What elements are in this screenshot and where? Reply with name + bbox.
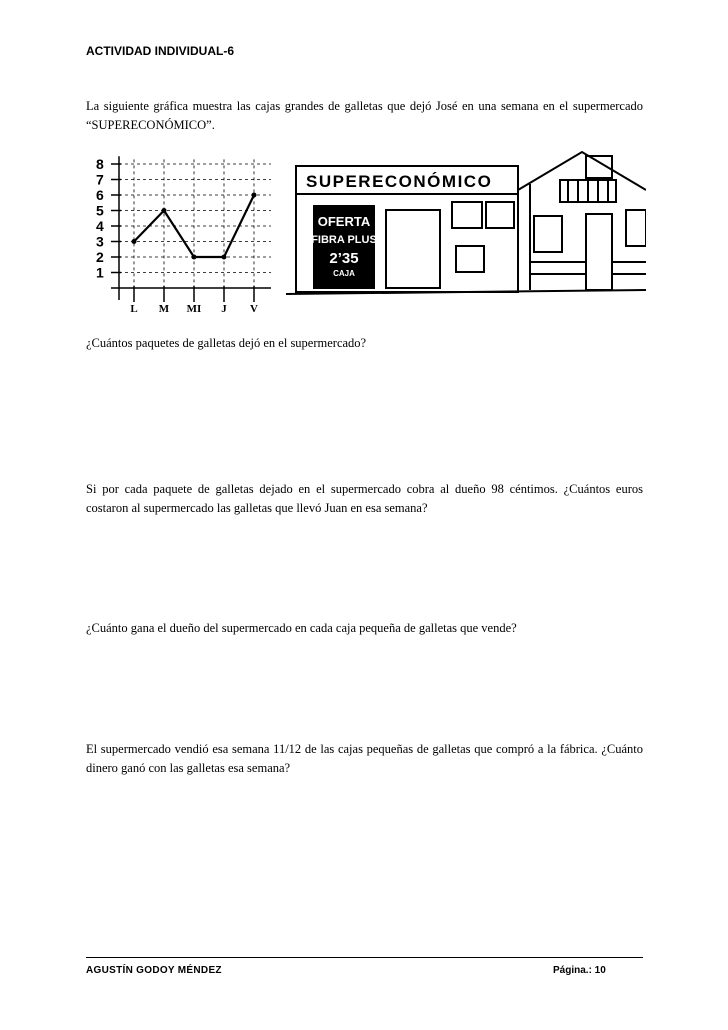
offer-unit: CAJA <box>333 269 355 278</box>
x-tick-label: V <box>250 303 258 315</box>
y-tick-label: 4 <box>96 218 104 234</box>
price-tag-2 <box>486 202 514 228</box>
house-door <box>586 214 612 290</box>
offer-line-2: FIBRA PLUS <box>311 234 377 246</box>
y-tick-label: 7 <box>96 171 104 188</box>
chart-and-store-figure <box>86 150 646 320</box>
y-tick-label: 5 <box>96 202 104 219</box>
footer-author: AGUSTÍN GODOY MÉNDEZ <box>86 965 222 976</box>
data-point <box>132 239 137 244</box>
page-header-title: ACTIVIDAD INDIVIDUAL-6 <box>86 44 235 58</box>
store-sign: SUPERECONÓMICO <box>306 172 493 191</box>
data-point <box>162 208 167 213</box>
y-tick-label: 3 <box>96 233 104 250</box>
x-tick-label: J <box>221 303 227 315</box>
price-tag-3 <box>456 246 484 272</box>
question-2: Si por cada paquete de galletas dejado en el supermercado cobra al dueño 98 céntimos. ¿Cuántos euros costaron al supermercado las galletas que llevó Juan en esa semana? <box>86 482 643 515</box>
question-4: El supermercado vendió esa semana 11/12 de las cajas pequeñas de galletas que compró a la fábrica. ¿Cuánto dinero ganó con las galletas esa semana? <box>86 742 643 775</box>
data-point <box>222 255 227 260</box>
figure-svg <box>86 150 646 320</box>
x-tick-label: L <box>130 303 138 315</box>
y-tick-label: 8 <box>96 156 104 172</box>
footer-page-number: Página.: 10 <box>553 965 606 976</box>
house-roof <box>518 152 646 190</box>
y-tick-label: 2 <box>96 249 104 265</box>
data-point <box>192 255 197 260</box>
question-3: ¿Cuánto gana el dueño del supermercado en cada caja pequeña de galletas que vende? <box>86 621 517 635</box>
line-chart <box>96 156 271 315</box>
x-tick-label: MI <box>186 303 202 315</box>
y-tick-label: 6 <box>96 187 104 203</box>
intro-paragraph: La siguiente gráfica muestra las cajas grandes de galletas que dejó José en una semana en el supermercado “SUPERECONÓMICO”. <box>86 99 643 132</box>
house-window-right <box>626 210 646 246</box>
x-tick-label: M <box>158 303 170 315</box>
offer-line-1: OFERTA <box>317 214 371 229</box>
store-window-left <box>386 210 440 288</box>
data-point <box>252 193 257 198</box>
house-window-left <box>534 216 562 252</box>
footer-rule <box>86 957 643 958</box>
question-1: ¿Cuántos paquetes de galletas dejó en el supermercado? <box>86 336 367 350</box>
offer-price: 2’35 <box>329 250 359 267</box>
price-tag-1 <box>452 202 482 228</box>
y-tick-label: 1 <box>96 264 104 281</box>
